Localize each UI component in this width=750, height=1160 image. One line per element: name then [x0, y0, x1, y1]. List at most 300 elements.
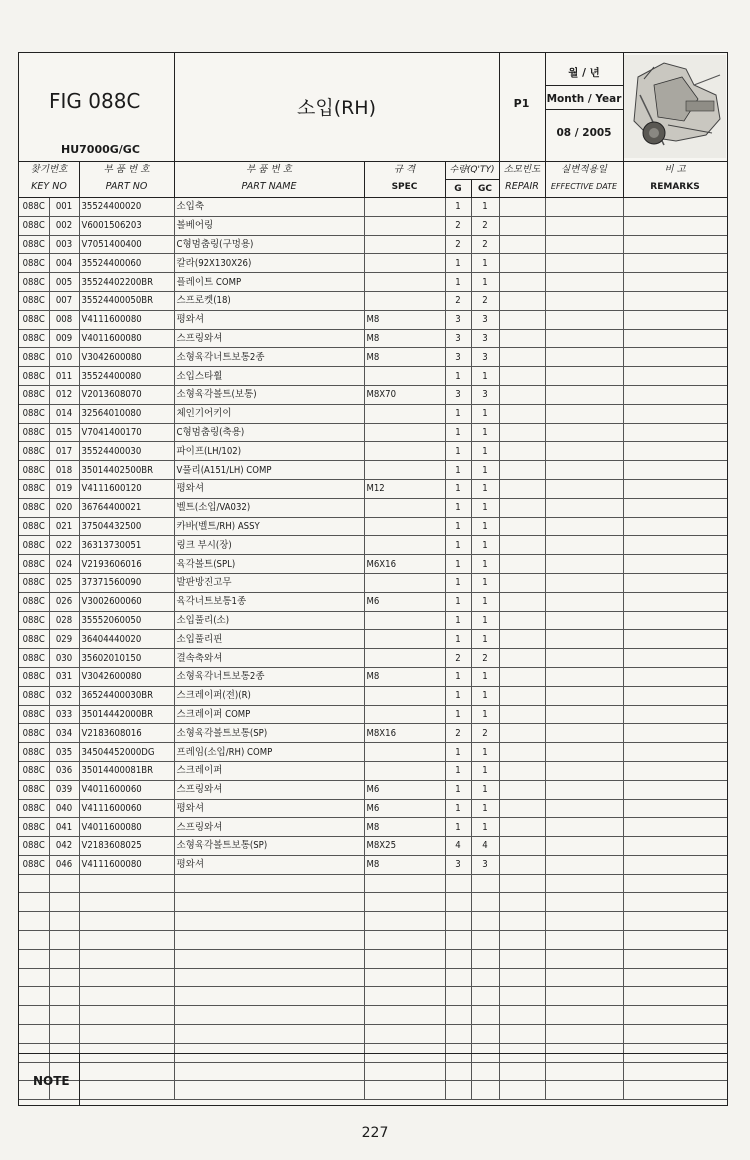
part-no-cell: V4011600060	[79, 780, 174, 799]
fig-code-cell: 088C	[19, 555, 49, 574]
table-row	[19, 216, 727, 235]
repair-ko: 소모빈도	[503, 164, 541, 175]
part-no-cell: 37371560090	[79, 573, 174, 592]
part-name-cell: C형멈춤링(구멍용)	[174, 235, 364, 254]
qty-gc-cell	[471, 893, 499, 912]
qty-g-cell: 1	[445, 423, 471, 442]
key-no-ko: 찾기번호	[30, 164, 68, 175]
part-name-cell: 소형육각너트보통2종	[174, 667, 364, 686]
repair-cell	[499, 235, 545, 254]
repair-cell	[499, 893, 545, 912]
remarks-cell	[623, 1025, 727, 1044]
part-name-cell	[174, 912, 364, 931]
fig-code-cell	[19, 1025, 49, 1044]
qty-gc-header: GC	[478, 184, 492, 194]
part-name-cell: 체인기어키이	[174, 404, 364, 423]
qty-gc-cell	[471, 912, 499, 931]
repair-cell	[499, 1025, 545, 1044]
part-no-cell: V2183608016	[79, 724, 174, 743]
page-number: 227	[361, 1125, 389, 1141]
effective-date-cell	[545, 479, 623, 498]
qty-gc-cell: 2	[471, 216, 499, 235]
spec-cell: M8	[364, 855, 445, 874]
qty-gc-cell	[471, 949, 499, 968]
part-name-cell: 평와셔	[174, 799, 364, 818]
repair-cell	[499, 931, 545, 950]
table-row	[19, 555, 727, 574]
effective-date-cell	[545, 291, 623, 310]
remarks-cell	[623, 931, 727, 950]
spec-cell	[364, 273, 445, 292]
part-name-cell: 스프링와셔	[174, 329, 364, 348]
key-no-cell	[49, 893, 79, 912]
part-no-cell: V7051400400	[79, 235, 174, 254]
effective-date-cell	[545, 743, 623, 762]
qty-gc-cell: 3	[471, 329, 499, 348]
effective-date-cell	[545, 442, 623, 461]
remarks-cell	[623, 837, 727, 856]
part-no-header: PART NO	[105, 181, 148, 192]
qty-gc-cell: 1	[471, 517, 499, 536]
part-no-cell: V6001506203	[79, 216, 174, 235]
remarks-ko: 비 고	[664, 164, 686, 175]
qty-gc-cell	[471, 987, 499, 1006]
fig-code-cell: 088C	[19, 724, 49, 743]
repair-cell	[499, 442, 545, 461]
qty-g-cell: 1	[445, 611, 471, 630]
part-name-cell: 스프링와셔	[174, 780, 364, 799]
qty-g-cell: 2	[445, 235, 471, 254]
qty-gc-cell: 1	[471, 367, 499, 386]
fig-code-cell: 088C	[19, 780, 49, 799]
key-no-cell	[49, 1025, 79, 1044]
key-no-cell	[49, 987, 79, 1006]
fig-code-cell: 088C	[19, 573, 49, 592]
key-no-cell: 008	[49, 310, 79, 329]
key-no-cell: 012	[49, 385, 79, 404]
qty-gc-cell: 3	[471, 348, 499, 367]
part-no-cell: V2193606016	[79, 555, 174, 574]
fig-code-cell: 088C	[19, 536, 49, 555]
table-row	[19, 198, 727, 216]
spec-cell	[364, 611, 445, 630]
part-no-ko: 부 품 번 호	[103, 164, 150, 175]
table-row	[19, 461, 727, 480]
spec-cell	[364, 705, 445, 724]
key-no-cell: 031	[49, 667, 79, 686]
qty-g-cell: 3	[445, 385, 471, 404]
fig-code-cell: 088C	[19, 404, 49, 423]
table-row	[19, 479, 727, 498]
fig-code-cell: 088C	[19, 743, 49, 762]
key-no-cell: 035	[49, 743, 79, 762]
part-name-cell	[174, 987, 364, 1006]
empty-row	[19, 893, 727, 912]
table-row	[19, 724, 727, 743]
key-no-cell: 011	[49, 367, 79, 386]
remarks-cell	[623, 423, 727, 442]
part-name-cell: 프레임(소입/RH) COMP	[174, 743, 364, 762]
fig-code-cell: 088C	[19, 329, 49, 348]
qty-gc-cell: 1	[471, 592, 499, 611]
qty-gc-cell	[471, 931, 499, 950]
spec-ko: 규 격	[393, 164, 416, 175]
effective-date-header: EFFECTIVE DATE	[550, 182, 618, 191]
qty-g-cell: 1	[445, 536, 471, 555]
part-name-cell: 소입스타휠	[174, 367, 364, 386]
qty-gc-cell: 1	[471, 198, 499, 216]
key-no-cell: 039	[49, 780, 79, 799]
key-no-cell: 034	[49, 724, 79, 743]
qty-g-cell: 1	[445, 517, 471, 536]
part-name-cell: 육각너트보통1종	[174, 592, 364, 611]
repair-cell	[499, 912, 545, 931]
part-no-cell: V3042600080	[79, 348, 174, 367]
part-name-cell: 볼베어링	[174, 216, 364, 235]
part-name-cell: 칼라(92X130X26)	[174, 254, 364, 273]
remarks-cell	[623, 536, 727, 555]
parts-table	[19, 198, 727, 1100]
fig-code-cell: 088C	[19, 235, 49, 254]
part-no-cell: V7041400170	[79, 423, 174, 442]
fig-code-cell	[19, 874, 49, 893]
remarks-cell	[623, 385, 727, 404]
remarks-cell	[623, 461, 727, 480]
part-no-cell: 36313730051	[79, 536, 174, 555]
spec-cell: M8X25	[364, 837, 445, 856]
key-no-cell: 017	[49, 442, 79, 461]
part-no-cell	[79, 1025, 174, 1044]
part-no-cell: 32564010080	[79, 404, 174, 423]
key-no-header: KEY NO	[31, 181, 67, 192]
part-name-cell: 스프링와셔	[174, 818, 364, 837]
key-no-cell: 025	[49, 573, 79, 592]
key-no-cell: 003	[49, 235, 79, 254]
qty-g-cell: 1	[445, 367, 471, 386]
part-name-cell: 소형육각너트보통2종	[174, 348, 364, 367]
spec-cell	[364, 1006, 445, 1025]
remarks-cell	[623, 273, 727, 292]
repair-cell	[499, 555, 545, 574]
remarks-cell	[623, 329, 727, 348]
qty-gc-cell: 1	[471, 611, 499, 630]
part-no-cell: V4011600080	[79, 818, 174, 837]
fig-code-cell	[19, 968, 49, 987]
repair-cell	[499, 724, 545, 743]
qty-gc-cell: 1	[471, 667, 499, 686]
part-name-cell: 링크 부시(장)	[174, 536, 364, 555]
repair-cell	[499, 874, 545, 893]
table-row	[19, 611, 727, 630]
fig-code-cell: 088C	[19, 818, 49, 837]
qty-g-cell: 1	[445, 273, 471, 292]
qty-g-cell: 1	[445, 573, 471, 592]
qty-g-cell: 1	[445, 555, 471, 574]
part-no-cell: 35524400060	[79, 254, 174, 273]
effective-date-cell	[545, 761, 623, 780]
qty-gc-cell: 1	[471, 498, 499, 517]
empty-row	[19, 874, 727, 893]
qty-gc-cell: 1	[471, 555, 499, 574]
repair-cell	[499, 611, 545, 630]
repair-cell	[499, 855, 545, 874]
table-row	[19, 799, 727, 818]
key-no-cell: 005	[49, 273, 79, 292]
part-no-cell: V2183608025	[79, 837, 174, 856]
remarks-cell	[623, 987, 727, 1006]
fig-code-cell	[19, 912, 49, 931]
effective-date-cell	[545, 254, 623, 273]
qty-g-cell: 1	[445, 743, 471, 762]
part-name-cell: 평와셔	[174, 479, 364, 498]
table-row	[19, 273, 727, 292]
part-name-cell	[174, 874, 364, 893]
effective-date-cell	[545, 855, 623, 874]
part-no-cell: 37504432500	[79, 517, 174, 536]
spec-cell	[364, 498, 445, 517]
repair-cell	[499, 385, 545, 404]
part-no-cell	[79, 893, 174, 912]
fig-code-cell: 088C	[19, 761, 49, 780]
part-no-cell: V4111600080	[79, 855, 174, 874]
part-name-cell	[174, 893, 364, 912]
key-no-cell	[49, 968, 79, 987]
fig-code-cell: 088C	[19, 517, 49, 536]
table-row	[19, 649, 727, 668]
fig-code-cell: 088C	[19, 310, 49, 329]
key-no-cell: 030	[49, 649, 79, 668]
table-row	[19, 855, 727, 874]
remarks-cell	[623, 780, 727, 799]
effective-date-cell	[545, 235, 623, 254]
effective-date-cell	[545, 517, 623, 536]
key-no-cell: 002	[49, 216, 79, 235]
part-no-cell: V3002600060	[79, 592, 174, 611]
fig-code-cell: 088C	[19, 385, 49, 404]
part-name-cell: 소형육각볼트보통(SP)	[174, 837, 364, 856]
repair-cell	[499, 404, 545, 423]
fig-code-cell	[19, 1006, 49, 1025]
effective-date-cell	[545, 198, 623, 216]
spec-cell	[364, 761, 445, 780]
repair-cell	[499, 630, 545, 649]
table-row	[19, 235, 727, 254]
spec-cell	[364, 630, 445, 649]
fig-code-cell: 088C	[19, 348, 49, 367]
effective-date-cell	[545, 912, 623, 931]
part-name-cell: 벨트(소입/VA032)	[174, 498, 364, 517]
qty-g-cell	[445, 912, 471, 931]
spec-cell: M12	[364, 479, 445, 498]
effective-date-cell	[545, 949, 623, 968]
spec-cell	[364, 367, 445, 386]
key-no-cell: 024	[49, 555, 79, 574]
effective-date-cell	[545, 1025, 623, 1044]
part-no-cell	[79, 1006, 174, 1025]
qty-g-cell	[445, 1006, 471, 1025]
qty-gc-cell: 3	[471, 310, 499, 329]
empty-row	[19, 968, 727, 987]
figure-number: FIG 088C	[49, 89, 141, 113]
repair-cell	[499, 799, 545, 818]
spec-cell: M8	[364, 329, 445, 348]
spec-cell	[364, 686, 445, 705]
spec-cell	[364, 536, 445, 555]
part-no-cell: 35524400020	[79, 198, 174, 216]
repair-cell	[499, 968, 545, 987]
table-row	[19, 423, 727, 442]
qty-g-cell: 1	[445, 799, 471, 818]
assembly-title: 소입(RH)	[296, 97, 377, 119]
repair-cell	[499, 592, 545, 611]
repair-cell	[499, 367, 545, 386]
qty-gc-cell: 3	[471, 855, 499, 874]
fig-code-cell: 088C	[19, 198, 49, 216]
remarks-cell	[623, 555, 727, 574]
spec-cell	[364, 649, 445, 668]
column-header	[19, 161, 727, 198]
part-no-cell: V2013608070	[79, 385, 174, 404]
fig-code-cell: 088C	[19, 592, 49, 611]
qty-gc-cell: 1	[471, 818, 499, 837]
part-name-cell: 플레이트 COMP	[174, 273, 364, 292]
fig-code-cell: 088C	[19, 799, 49, 818]
qty-gc-cell: 2	[471, 235, 499, 254]
repair-cell	[499, 273, 545, 292]
key-no-cell: 015	[49, 423, 79, 442]
repair-cell	[499, 987, 545, 1006]
remarks-cell	[623, 592, 727, 611]
fig-code-cell: 088C	[19, 442, 49, 461]
effective-date-cell	[545, 611, 623, 630]
table-row	[19, 385, 727, 404]
table-row	[19, 254, 727, 273]
note-label: NOTE	[33, 1074, 70, 1088]
spec-cell: M8	[364, 310, 445, 329]
empty-row	[19, 1006, 727, 1025]
repair-cell	[499, 310, 545, 329]
fig-code-cell: 088C	[19, 630, 49, 649]
repair-cell	[499, 837, 545, 856]
effective-date-cell	[545, 310, 623, 329]
qty-gc-cell: 1	[471, 630, 499, 649]
repair-cell	[499, 536, 545, 555]
repair-cell	[499, 517, 545, 536]
parts-sheet	[18, 52, 728, 1106]
qty-g-cell: 2	[445, 649, 471, 668]
fig-code-cell: 088C	[19, 611, 49, 630]
key-no-cell: 001	[49, 198, 79, 216]
qty-g-cell: 1	[445, 780, 471, 799]
part-name-header: PART NAME	[241, 181, 297, 192]
effective-date-cell	[545, 573, 623, 592]
remarks-cell	[623, 367, 727, 386]
qty-g-cell: 1	[445, 705, 471, 724]
effective-date-cell	[545, 385, 623, 404]
qty-g-cell: 1	[445, 818, 471, 837]
key-no-cell: 007	[49, 291, 79, 310]
spec-cell	[364, 442, 445, 461]
part-no-cell: V4011600080	[79, 329, 174, 348]
repair-cell	[499, 949, 545, 968]
key-no-cell: 041	[49, 818, 79, 837]
part-no-cell: 36524400030BR	[79, 686, 174, 705]
fig-code-cell: 088C	[19, 855, 49, 874]
repair-cell	[499, 348, 545, 367]
qty-gc-cell: 1	[471, 761, 499, 780]
part-name-cell: 소형육각볼트보통(SP)	[174, 724, 364, 743]
spec-cell	[364, 423, 445, 442]
key-no-cell: 042	[49, 837, 79, 856]
qty-g-cell: 3	[445, 348, 471, 367]
spec-cell: M8X70	[364, 385, 445, 404]
remarks-cell	[623, 743, 727, 762]
fig-code-cell: 088C	[19, 498, 49, 517]
part-no-cell: 35524400050BR	[79, 291, 174, 310]
table-row	[19, 404, 727, 423]
qty-g-cell: 2	[445, 291, 471, 310]
fig-code-cell: 088C	[19, 667, 49, 686]
part-no-cell: V4111600080	[79, 310, 174, 329]
part-no-cell	[79, 912, 174, 931]
figure-page: P1	[513, 97, 530, 110]
remarks-cell	[623, 724, 727, 743]
sheet-header	[19, 53, 727, 162]
qty-gc-cell: 1	[471, 743, 499, 762]
spec-cell: M6	[364, 780, 445, 799]
part-no-cell: 35014400081BR	[79, 761, 174, 780]
effective-date-cell	[545, 818, 623, 837]
spec-cell	[364, 254, 445, 273]
qty-gc-cell: 1	[471, 780, 499, 799]
fig-code-cell: 088C	[19, 216, 49, 235]
remarks-cell	[623, 254, 727, 273]
qty-gc-cell: 1	[471, 404, 499, 423]
qty-g-cell	[445, 931, 471, 950]
remarks-cell	[623, 893, 727, 912]
spec-cell: M6X16	[364, 555, 445, 574]
qty-g-cell	[445, 949, 471, 968]
part-name-cell	[174, 949, 364, 968]
key-no-cell: 021	[49, 517, 79, 536]
repair-cell	[499, 573, 545, 592]
part-name-cell: C형멈춤링(축용)	[174, 423, 364, 442]
remarks-cell	[623, 649, 727, 668]
spec-cell: M8X16	[364, 724, 445, 743]
effective-date-cell	[545, 931, 623, 950]
qty-g-cell: 1	[445, 686, 471, 705]
key-no-cell	[49, 949, 79, 968]
part-name-cell: 스프로켓(18)	[174, 291, 364, 310]
effective-date-cell	[545, 649, 623, 668]
remarks-cell	[623, 874, 727, 893]
remarks-cell	[623, 667, 727, 686]
qty-g-cell: 1	[445, 254, 471, 273]
table-row	[19, 498, 727, 517]
fig-code-cell	[19, 949, 49, 968]
part-name-cell	[174, 931, 364, 950]
effective-date-cell	[545, 630, 623, 649]
remarks-cell	[623, 310, 727, 329]
remarks-header: REMARKS	[650, 182, 700, 192]
qty-gc-cell	[471, 968, 499, 987]
part-name-cell: 평와셔	[174, 310, 364, 329]
part-no-cell: 35552060050	[79, 611, 174, 630]
fig-code-cell: 088C	[19, 479, 49, 498]
repair-cell	[499, 461, 545, 480]
effective-date-cell	[545, 367, 623, 386]
spec-cell: M8	[364, 818, 445, 837]
